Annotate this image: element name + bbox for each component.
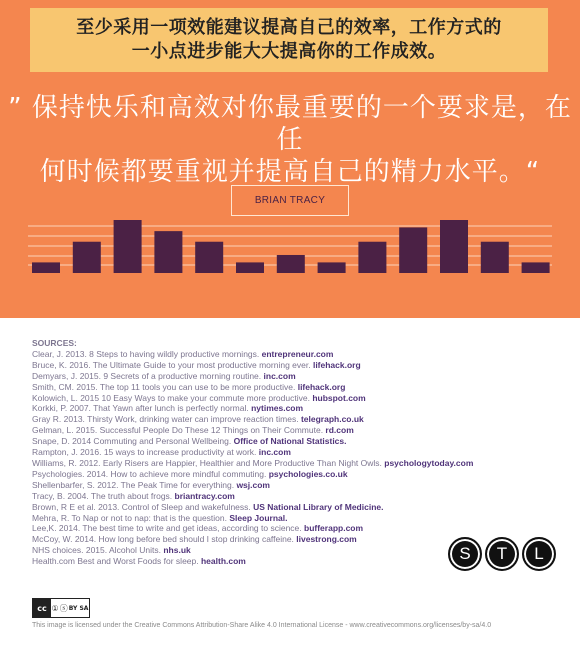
stl-logo bbox=[448, 537, 556, 571]
source-link[interactable]: livestrong.com bbox=[296, 534, 357, 545]
source-text: Health.com Best and Worst Foods for sleep. bbox=[32, 556, 201, 567]
source-item bbox=[32, 436, 552, 447]
source-link[interactable]: psychologies.co.uk bbox=[268, 468, 348, 479]
cc-icon: cc bbox=[33, 599, 51, 617]
source-item bbox=[32, 480, 552, 491]
source-link[interactable]: entrepreneur.com bbox=[261, 348, 334, 359]
source-text: Rampton, J. 2016. 15 ways to increase productivity at work. bbox=[32, 447, 259, 458]
logo-letter-l: L bbox=[522, 537, 556, 571]
sa-icon: ⓢ bbox=[59, 603, 68, 613]
source-item bbox=[32, 393, 552, 404]
quote bbox=[0, 92, 580, 188]
decorative-bar bbox=[440, 220, 468, 273]
source-link[interactable]: rd.com bbox=[325, 425, 354, 436]
source-link[interactable]: lifehack.org bbox=[312, 359, 361, 370]
source-item bbox=[32, 403, 552, 414]
source-text: Williams, R. 2012. Early Risers are Happier, Healthier and More Productive Than Night Owls. bbox=[32, 457, 385, 468]
source-link[interactable]: health.com bbox=[200, 556, 246, 567]
source-text: Clear, J. 2013. 8 Steps to having wildly productive mornings. bbox=[32, 348, 262, 359]
decorative-bar bbox=[32, 262, 60, 273]
decorative-bar bbox=[522, 262, 550, 273]
cc-license-badge[interactable] bbox=[32, 598, 90, 618]
sources-list bbox=[32, 338, 552, 567]
source-text: McCoy, W. 2014. How long before bed should I stop drinking caffeine. bbox=[32, 534, 297, 545]
by-icon: ① bbox=[51, 603, 59, 613]
quote-line-1: ” 保持快乐和高效对你最重要的一个要求是，在任 bbox=[8, 93, 572, 155]
source-item bbox=[32, 414, 552, 425]
source-text: Gelman, L. 2015. Successful People Do These 12 Things on Their Commute. bbox=[32, 425, 326, 436]
source-text: Kolowich, L. 2015 10 Easy Ways to make your commute more productive. bbox=[32, 392, 313, 403]
logo-letter-t: T bbox=[485, 537, 519, 571]
source-item bbox=[32, 491, 552, 502]
decorative-bar-graphic bbox=[0, 214, 580, 276]
source-link[interactable]: Sleep Journal. bbox=[229, 512, 288, 523]
source-link[interactable]: nytimes.com bbox=[251, 403, 304, 414]
source-item bbox=[32, 458, 552, 469]
decorative-bar bbox=[236, 262, 264, 273]
cc-text: BY SA bbox=[68, 604, 89, 612]
source-link[interactable]: lifehack.org bbox=[297, 381, 346, 392]
source-text: Bruce, K. 2016. The Ultimate Guide to your most productive morning ever. bbox=[32, 359, 313, 370]
source-link[interactable]: bufferapp.com bbox=[304, 523, 364, 534]
source-item bbox=[32, 382, 552, 393]
source-item bbox=[32, 502, 552, 513]
banner bbox=[30, 8, 548, 72]
source-text: Lee,K. 2014. The best time to write and get ideas, according to science. bbox=[32, 523, 305, 534]
source-link[interactable]: inc.com bbox=[263, 370, 296, 381]
decorative-bar bbox=[358, 242, 386, 273]
source-text: Demyars, J. 2015. 9 Secrets of a productive morning routine. bbox=[32, 370, 264, 381]
source-item bbox=[32, 371, 552, 382]
hero-section bbox=[0, 0, 580, 318]
source-text: Korkki, P. 2007. That Yawn after lunch is perfectly normal. bbox=[32, 403, 252, 414]
source-item bbox=[32, 523, 552, 534]
decorative-bar bbox=[114, 220, 142, 273]
source-text: Brown, R E et al. 2013. Control of Sleep and wakefulness. bbox=[32, 501, 254, 512]
source-item bbox=[32, 349, 552, 360]
banner-line-1: 至少采用一项效能建议提高自己的效率，工作方式的 bbox=[76, 17, 502, 38]
source-link[interactable]: nhs.uk bbox=[163, 545, 191, 556]
source-text: Psychologies. 2014. How to achieve more mindful commuting. bbox=[32, 468, 269, 479]
source-link[interactable]: telegraph.co.uk bbox=[300, 414, 364, 425]
cc-icons bbox=[51, 603, 89, 614]
source-link[interactable]: briantracy.com bbox=[174, 490, 235, 501]
source-link[interactable]: inc.com bbox=[258, 447, 291, 458]
decorative-bar bbox=[154, 231, 182, 273]
source-items bbox=[32, 349, 552, 567]
source-link[interactable]: Office of National Statistics. bbox=[233, 436, 347, 447]
source-link[interactable]: US National Library of Medicine. bbox=[253, 501, 384, 512]
source-text: Shellenbarfer, S. 2012. The Peak Time for everything. bbox=[32, 479, 237, 490]
source-item bbox=[32, 425, 552, 436]
source-link[interactable]: wsj.com bbox=[236, 479, 270, 490]
source-text: Smith, CM. 2015. The top 11 tools you can use to be more productive. bbox=[32, 381, 298, 392]
decorative-bar bbox=[73, 242, 101, 273]
decorative-bar bbox=[481, 242, 509, 273]
source-link[interactable]: hubspot.com bbox=[312, 392, 366, 403]
source-link[interactable]: psychologytoday.com bbox=[384, 457, 474, 468]
source-text: Snape, D. 2014 Commuting and Personal Wellbeing. bbox=[32, 436, 234, 447]
source-text: NHS choices. 2015. Alcohol Units. bbox=[32, 545, 164, 556]
sources-title: SOURCES: bbox=[32, 338, 77, 348]
author-label: BRIAN TRACY bbox=[231, 185, 349, 216]
decorative-bar bbox=[195, 242, 223, 273]
source-item bbox=[32, 360, 552, 371]
source-text: Mehra, R. To Nap or not to nap: that is the question. bbox=[32, 512, 230, 523]
decorative-bar bbox=[399, 227, 427, 273]
source-text: Tracy, B. 2004. The truth about frogs. bbox=[32, 490, 175, 501]
source-item bbox=[32, 513, 552, 524]
decorative-bar bbox=[318, 262, 346, 273]
quote-line-2: 何时候都要重视并提高自己的精力水平。“ bbox=[39, 157, 541, 187]
license-text: This image is licensed under the Creative Commons Attribution-Share Alike 4.0 International License - www.creativecommons.org/licenses/by-sa/4.0 bbox=[32, 622, 492, 629]
source-text: Gray R. 2013. Thirsty Work, drinking water can improve reaction times. bbox=[32, 414, 301, 425]
source-item bbox=[32, 447, 552, 458]
source-item bbox=[32, 469, 552, 480]
banner-line-2: 一小点进步能大大提高你的工作成效。 bbox=[131, 41, 447, 62]
logo-letter-s: S bbox=[448, 537, 482, 571]
decorative-bar bbox=[277, 255, 305, 273]
